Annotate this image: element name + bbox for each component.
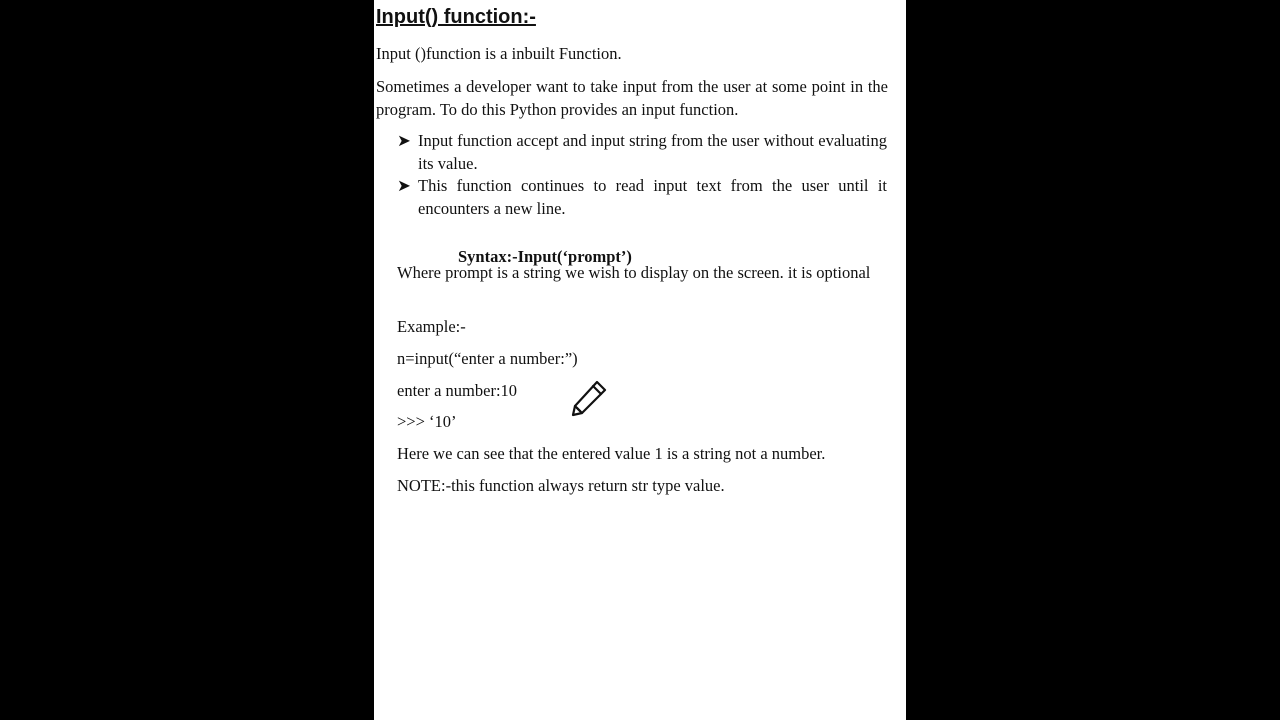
pencil-icon [570, 378, 610, 418]
bullet-text: Input function accept and input string from the user without evaluating its value. [418, 131, 887, 173]
arrow-bullet-icon: ➤ [397, 131, 411, 150]
syntax-line: Syntax:-Input(‘prompt’) [458, 246, 632, 266]
prompt-description: Where prompt is a string we wish to display on the screen. it is optional [397, 263, 871, 282]
note-text: NOTE:-this function always return str type value. [397, 476, 725, 495]
example-label: Example:- [397, 317, 466, 336]
explanation-text: Here we can see that the entered value 1 is a string not a number. [397, 444, 826, 463]
intro-text: Input ()function is a inbuilt Function. [376, 44, 622, 63]
list-item [397, 175, 887, 220]
output-line: >>> ‘10’ [397, 412, 457, 431]
page-title: Input() function:- [376, 6, 536, 28]
bullet-text: This function continues to read input text from the user until it encounters a new line. [418, 176, 887, 218]
document-page [374, 0, 906, 720]
arrow-bullet-icon: ➤ [397, 176, 411, 195]
description-text: Sometimes a developer want to take input from the user at some point in the program. To do this Python provides an input function. [376, 77, 888, 119]
list-item [397, 130, 887, 175]
code-line: n=input(“enter a number:”) [397, 349, 578, 368]
input-line: enter a number:10 [397, 381, 518, 400]
